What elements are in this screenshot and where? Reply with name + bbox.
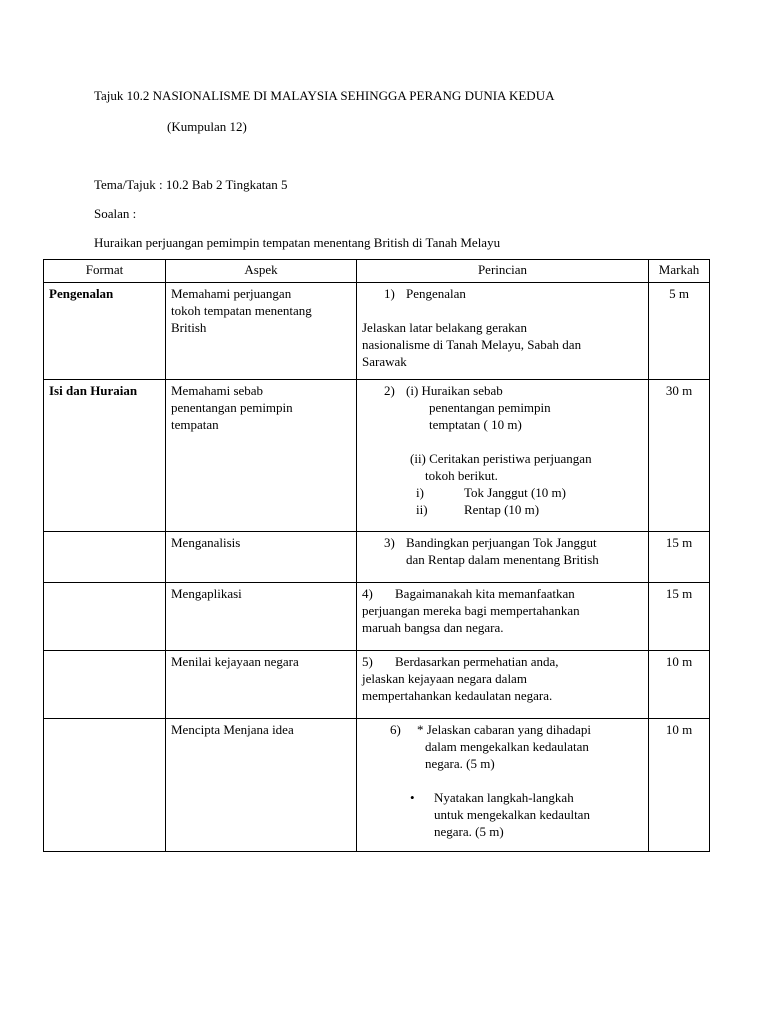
markah-cell: 30 m [649, 380, 710, 532]
item-text-cont: dalam mengekalkan kedaulatan negara. (5 m) [425, 739, 589, 771]
aspek-cell: Mengaplikasi [166, 583, 357, 651]
group-label: (Kumpulan 12) [167, 119, 247, 134]
format-label: Isi dan Huraian [49, 383, 138, 398]
item-text: Bandingkan perjuangan Tok Janggut [406, 535, 597, 550]
format-cell [44, 651, 166, 719]
header-aspek: Aspek [166, 260, 357, 283]
item-number: 4) [362, 586, 373, 601]
item-number: 3) [384, 535, 395, 550]
markah-cell: 15 m [649, 532, 710, 583]
format-cell [44, 532, 166, 583]
item-text: Bagaimanakah kita memanfaatkan [395, 586, 575, 601]
sub-item [416, 501, 643, 518]
aspek-cell [166, 283, 357, 380]
item-part-2: (ii) Ceritakan peristiwa perjuangan [410, 451, 592, 466]
aspek-cell: Menilai kejayaan negara [166, 651, 357, 719]
aspek-cell [166, 380, 357, 532]
item-number: 2) [384, 383, 395, 398]
item-number: 1) [384, 286, 395, 301]
perincian-cell [357, 651, 649, 719]
document-title: Tajuk 10.2 NASIONALISME DI MALAYSIA SEHINGGA PERANG DUNIA KEDUA [94, 88, 555, 103]
table-header-row [44, 260, 710, 283]
sub-item-text: Tok Janggut (10 m) [464, 485, 566, 500]
sub-item-number: ii) [416, 502, 428, 517]
format-cell [44, 283, 166, 380]
header-perincian: Perincian [357, 260, 649, 283]
question-label: Soalan : [94, 206, 137, 221]
aspek-cell: Mencipta Menjana idea [166, 719, 357, 852]
sub-item-number: i) [416, 485, 424, 500]
table-row [44, 583, 710, 651]
perincian-cell [357, 532, 649, 583]
bullet-item [410, 789, 643, 840]
aspek-text: Memahami sebab penentangan pemimpin tempatan [171, 383, 293, 432]
bullet-icon: • [410, 790, 415, 805]
format-label: Pengenalan [49, 286, 114, 301]
table-row [44, 651, 710, 719]
markah-cell: 10 m [649, 719, 710, 852]
markah-cell: 15 m [649, 583, 710, 651]
table-row [44, 719, 710, 852]
item-description: Jelaskan latar belakang gerakan nasionalisme di Tanah Melayu, Sabah dan Sarawak [362, 320, 582, 369]
perincian-cell [357, 583, 649, 651]
header-markah: Markah [649, 260, 710, 283]
item-text-cont: dan Rentap dalam menentang British [406, 552, 599, 567]
format-cell [44, 719, 166, 852]
item-label: Pengenalan [406, 286, 466, 301]
item-text-cont: perjuangan mereka bagi mempertahankan maruah bangsa dan negara. [362, 603, 580, 635]
item-text: Berdasarkan permehatian anda, [395, 654, 559, 669]
format-cell [44, 583, 166, 651]
table-row [44, 283, 710, 380]
table-row [44, 380, 710, 532]
item-text: * Jelaskan cabaran yang dihadapi [417, 722, 591, 737]
perincian-cell [357, 380, 649, 532]
item-part-1: (i) Huraikan sebab [406, 383, 503, 398]
markah-cell: 5 m [649, 283, 710, 380]
item-number: 5) [362, 654, 373, 669]
item-part-1-cont: penentangan pemimpin temptatan ( 10 m) [429, 400, 551, 432]
item-part-2-cont: tokoh berikut. [425, 468, 498, 483]
item-text-cont: jelaskan kejayaan negara dalam mempertahankan kedaulatan negara. [362, 671, 553, 703]
marking-scheme-table [43, 259, 710, 852]
perincian-cell [357, 283, 649, 380]
theme-label: Tema/Tajuk : 10.2 Bab 2 Tingkatan 5 [94, 177, 288, 192]
aspek-text: Memahami perjuangan tokoh tempatan menentang British [171, 286, 312, 335]
format-cell [44, 380, 166, 532]
markah-cell: 10 m [649, 651, 710, 719]
perincian-cell [357, 719, 649, 852]
table-row [44, 532, 710, 583]
sub-item [416, 484, 643, 501]
question-text: Huraikan perjuangan pemimpin tempatan menentang British di Tanah Melayu [94, 235, 501, 250]
bullet-text: Nyatakan langkah-langkah untuk mengekalkan kedaultan negara. (5 m) [434, 790, 590, 839]
header-format: Format [44, 260, 166, 283]
aspek-cell: Menganalisis [166, 532, 357, 583]
item-number: 6) [390, 722, 401, 737]
sub-item-text: Rentap (10 m) [464, 502, 540, 517]
